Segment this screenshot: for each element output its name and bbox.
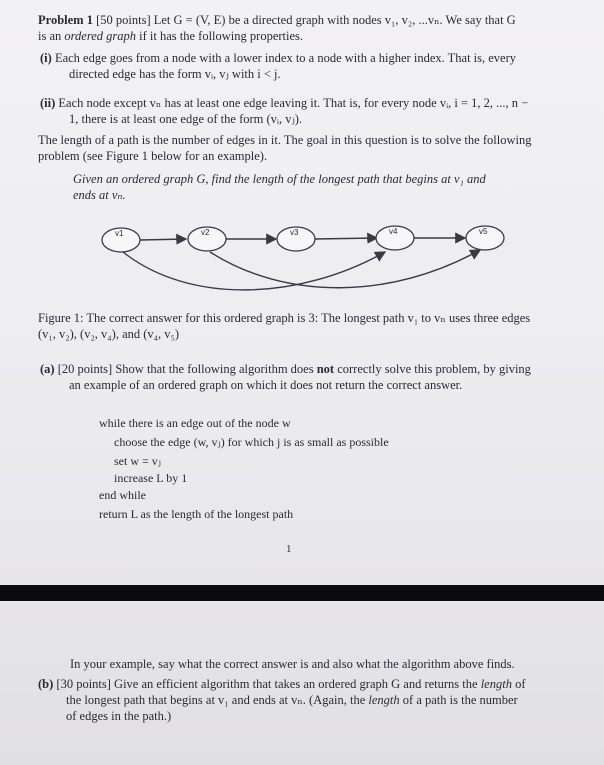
part-a-not: not [316,362,335,376]
part-a-text-b: correctly solve this problem, by giving [337,362,531,376]
part-a-line-2: an example of an ordered graph on which it does not return the correct answer. [69,378,463,392]
part-b-line-1 [38,677,526,692]
node-label-v1: v1 [115,229,124,238]
ordered-graph-term: ordered graph [64,29,137,43]
property-i-label: (i) [40,51,52,65]
node-label-v5: v5 [479,227,488,236]
example-instruction-line: In your example, say what the correct answer is and also what the algorithm above finds. [70,657,515,671]
edge-v2-v5 [210,250,480,288]
task-statement-line-2: ends at vₙ. [73,188,126,202]
part-b-length-term: length [480,677,512,691]
edge-v1-v2 [140,239,186,240]
part-b-text-c: the longest path that begins at v₁ and ends at vₙ. (Again, the [66,693,366,707]
part-a-line-1 [40,362,531,377]
edge-v1-v4 [123,252,385,290]
property-ii-text: Each node except vₙ has at least one edge leaving it. That is, for every node vᵢ, i = 1, 2, ..., n − [58,96,529,110]
algorithm-line-1: while there is an edge out of the node w [99,416,291,430]
property-ii-label: (ii) [40,96,56,110]
problem-label: Problem 1 [38,13,93,27]
node-label-v3: v3 [290,228,299,237]
intro-text-a: is an [38,29,62,43]
property-i-text: Each edge goes from a node with a lower index to a node with a higher index. That is, every [54,51,517,65]
length-definition-line-2: problem (see Figure 1 below for an example). [38,149,268,163]
length-definition-line-1: The length of a path is the number of edges in it. The goal in this question is to solve the following [38,133,532,147]
part-b-text-b: of [515,677,526,691]
part-a-label: (a) [40,362,55,376]
task-statement-line-1: Given an ordered graph G, find the length of the longest path that begins at v₁ and [73,172,486,186]
node-label-v4: v4 [389,227,398,236]
algorithm-line-4: increase L by 1 [114,471,188,485]
part-b-line-3: of edges in the path.) [66,709,172,723]
figure-caption-line-2: (v₁, v₂), (v₂, v₄), and (v₄, v₅) [38,327,180,341]
edge-v3-v4 [314,238,377,239]
page-separator [0,585,604,601]
node-label-v2: v2 [201,228,210,237]
part-a-text-a: [20 points] Show that the following algorithm does [57,362,314,376]
page-two [0,601,604,765]
property-ii-line-2: 1, there is at least one edge of the form (vᵢ, vⱼ). [69,112,303,126]
problem-intro-text: [50 points] Let G = (V, E) be a directed graph with nodes v₁, v₂, ...vₙ. We say that G [96,13,516,27]
algorithm-line-5: end while [99,488,146,502]
figure-caption-line-1: Figure 1: The correct answer for this ordered graph is 3: The longest path v₁ to vₙ uses three edges [38,311,531,325]
page-number: 1 [286,543,292,555]
part-b-text-a: [30 points] Give an efficient algorithm that takes an ordered graph G and returns the [56,677,478,691]
part-b-label: (b) [38,677,54,691]
part-b-text-d: of a path is the number [402,693,518,707]
property-i-line-2: directed edge has the form vᵢ, vⱼ with i < j. [69,67,281,81]
part-b-length-term-2: length [368,693,400,707]
intro-text-b: if it has the following properties. [139,29,304,43]
algorithm-line-3: set w = vⱼ [114,454,161,468]
part-b-line-2 [66,693,518,708]
algorithm-line-2: choose the edge (w, vⱼ) for which j is as small as possible [114,435,389,449]
algorithm-line-6: return L as the length of the longest path [99,507,294,521]
